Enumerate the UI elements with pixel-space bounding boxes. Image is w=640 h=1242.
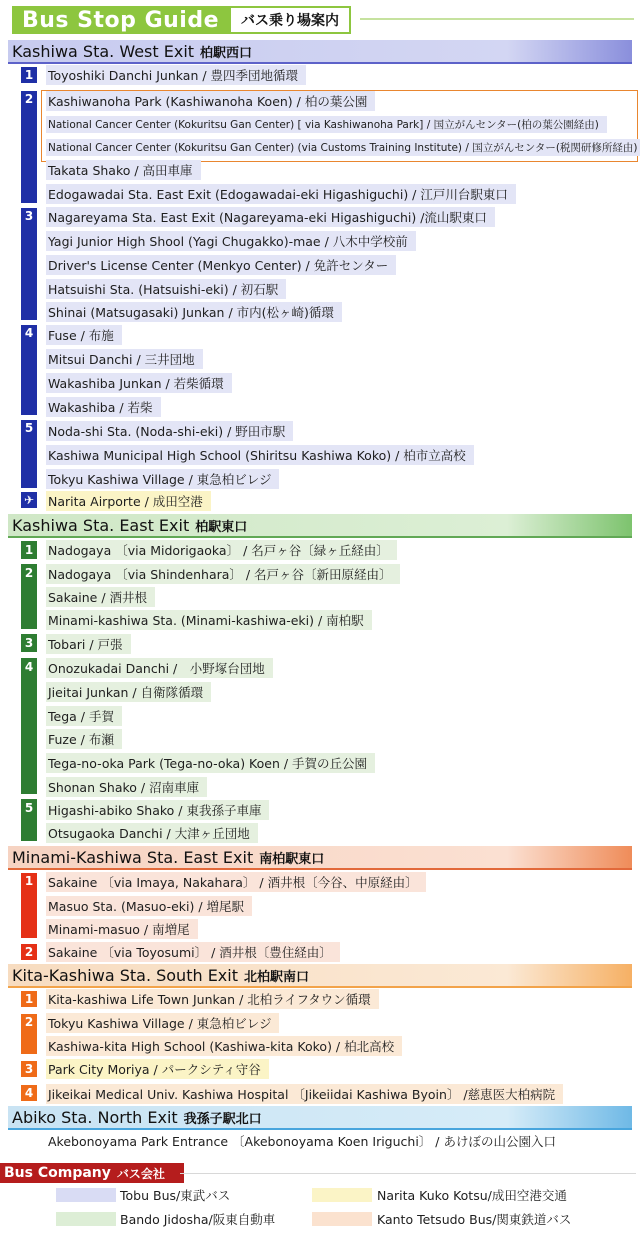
stop-label: Kashiwa-kita High School (Kashiwa-kita Koko) / 柏北高校 [46,1036,402,1056]
route-stop [46,302,342,322]
stop-label: Driver's License Center (Menkyo Center) / 免許センター [46,255,396,275]
route-stop [46,491,211,511]
route-number: 2 [21,1014,37,1030]
route-number: 4 [21,325,37,341]
stop-label: National Cancer Center (Kokuritsu Gan Center) [ via Kashiwanoha Park] / 国立がんセンター(柏の葉公園経由) [46,116,607,133]
section-title-en: Minami-Kashiwa Sta. East Exit [12,847,254,867]
stop-label: Tega / 手賀 [46,706,122,726]
route-stop [46,445,474,465]
route-number: 1 [21,542,37,558]
stop-label: Higashi-abiko Shako / 東我孫子車庫 [46,800,269,820]
stop-label: Onozukadai Danchi / 小野塚台団地 [46,658,273,678]
section-title-jp: 柏駅西口 [200,45,253,61]
footer-rule [180,1173,636,1174]
route-number: 5 [21,420,37,436]
route-stop [46,919,198,939]
route-stop [46,231,416,251]
route-stop [46,753,375,773]
route-number: 1 [21,991,37,1007]
stop-label: Tokyu Kashiwa Village / 東急柏ビレジ [46,1013,279,1033]
route-stop [46,942,340,962]
stop-label: Fuse / 布施 [46,325,122,345]
route-number: 3 [21,1061,37,1077]
stop-label: Shinai (Matsugasaki) Junkan / 市内(松ヶ崎)循環 [46,302,342,322]
stop-label: Toyoshiki Danchi Junkan / 豊四季団地循環 [46,65,306,85]
route-stop [46,823,258,843]
section-header-abiko [8,1106,632,1130]
route-stop [46,65,306,85]
route-number: 5 [21,800,37,816]
page-title [12,6,351,34]
route-stop [46,729,122,749]
company-color-swatch [56,1212,116,1226]
route-stop [46,255,396,275]
stop-label: Kashiwanoha Park (Kashiwanoha Koen) / 柏の葉公園 [46,91,375,111]
route-stop [46,610,372,630]
route-stop [46,634,131,654]
company-label: Kanto Tetsudo Bus/関東鉄道バス [377,1212,572,1227]
stop-label: Nagareyama Sta. East Exit (Nagareyama-eki Higashiguchi) /流山駅東口 [46,207,495,227]
company-label: Bando Jidosha/阪東自動車 [120,1212,276,1227]
stop-label: Sakaine 〔via Toyosumi〕 / 酒井根〔豊住経由〕 [46,942,340,962]
route-number: 2 [21,944,37,960]
section-title-jp: 南柏駅東口 [259,851,325,867]
route-stop [46,160,201,180]
route-number: 3 [21,635,37,651]
route-stop [46,1131,564,1151]
route-stop [46,872,426,892]
stop-label: Jieitai Junkan / 自衛隊循環 [46,682,211,702]
section-header-west [8,40,632,64]
stop-label: Sakaine / 酒井根 [46,587,155,607]
stop-label: Park City Moriya / パークシティ守谷 [46,1059,269,1079]
route-number: 1 [21,873,37,889]
route-stop [46,207,495,227]
stop-label: Minami-masuo / 南増尾 [46,919,198,939]
section-title-jp: 北柏駅南口 [244,969,310,985]
stop-label: Kashiwa Municipal High School (Shiritsu Kashiwa Koko) / 柏市立高校 [46,445,474,465]
section-title-jp: 柏駅東口 [195,519,248,535]
stop-label: Akebonoyama Park Entrance 〔Akebonoyama Koen Iriguchi〕 / あけぼの山公園入口 [46,1131,564,1151]
bus-company-title [0,1163,184,1183]
bus-company-title-jp: バス会社 [116,1166,165,1181]
route-stop [46,184,516,204]
company-label: Narita Kuko Kotsu/成田空港交通 [377,1188,567,1203]
stop-label: Edogawadai Sta. East Exit (Edogawadai-eki Higashiguchi) / 江戸川台駅東口 [46,184,516,204]
route-stop [46,349,203,369]
route-number: 2 [21,91,37,107]
route-stop [46,896,252,916]
route-stop [46,91,375,111]
route-bar-2 [21,91,37,203]
route-number: 2 [21,565,37,581]
route-stop [46,421,293,441]
section-title-en: Kita-Kashiwa Sta. South Exit [12,965,238,985]
company-label: Tobu Bus/東武バス [120,1188,231,1203]
route-stop [46,777,207,797]
route-number: 4 [21,659,37,675]
title-rule [360,18,634,20]
section-header-kita-kashiwa [8,964,632,988]
company-color-swatch [312,1212,372,1226]
stop-label: Shonan Shako / 沼南車庫 [46,777,207,797]
route-stop [46,1036,402,1056]
stop-label: Narita Airporte / 成田空港 [46,491,211,511]
stop-label: Nadogaya 〔via Midorigaoka〕 / 名戸ヶ谷〔緑ヶ丘経由〕 [46,540,397,560]
stop-label: Yagi Junior High Shool (Yagi Chugakko)-mae / 八木中学校前 [46,231,416,251]
stop-label: Kita-kashiwa Life Town Junkan / 北柏ライフタウン循環 [46,989,379,1009]
stop-label: Minami-kashiwa Sta. (Minami-kashiwa-eki) / 南柏駅 [46,610,372,630]
route-bar-4 [21,658,37,794]
route-number: 4 [21,1085,37,1101]
route-stop [46,587,155,607]
stop-label: Masuo Sta. (Masuo-eki) / 増尾駅 [46,896,252,916]
section-header-minami-kashiwa [8,846,632,870]
route-stop [46,800,269,820]
company-color-swatch [56,1188,116,1202]
route-stop [46,540,397,560]
stop-label: Tobari / 戸張 [46,634,131,654]
stop-label: Wakashiba / 若柴 [46,397,161,417]
stop-label: Nadogaya 〔via Shindenhara〕 / 名戸ヶ谷〔新田原経由〕 [46,564,400,584]
bus-company-title-en: Bus Company [4,1165,111,1181]
stop-label: Mitsui Danchi / 三井団地 [46,349,203,369]
route-stop [46,279,286,299]
section-title-en: Kashiwa Sta. West Exit [12,41,195,61]
route-stop [46,1059,269,1079]
stop-label: Sakaine 〔via Imaya, Nakahara〕 / 酒井根〔今谷、中原経由〕 [46,872,426,892]
stop-label: Wakashiba Junkan / 若柴循環 [46,373,232,393]
stop-label: Tokyu Kashiwa Village / 東急柏ビレジ [46,469,279,489]
route-number: 1 [21,67,37,83]
section-title-en: Abiko Sta. North Exit [12,1107,178,1127]
route-stop [46,706,122,726]
route-number: 3 [21,208,37,224]
route-stop [46,989,379,1009]
route-stop [46,137,640,157]
stop-label: National Cancer Center (Kokuritsu Gan Center) (via Customs Training Institute) / 国立がんセンター(税関研修所経由) [46,139,640,156]
stop-label: Fuze / 布瀬 [46,729,122,749]
route-stop [46,1013,279,1033]
route-stop [46,114,607,134]
stop-label: Hatsuishi Sta. (Hatsuishi-eki) / 初石駅 [46,279,286,299]
route-stop [46,1084,563,1104]
title-en: Bus Stop Guide [12,6,229,34]
airplane-icon: ✈ [21,492,37,508]
stop-label: Noda-shi Sta. (Noda-shi-eki) / 野田市駅 [46,421,293,441]
stop-label: Takata Shako / 高田車庫 [46,160,201,180]
route-stop [46,373,232,393]
title-jp: バス乗り場案内 [229,6,351,34]
section-title-en: Kashiwa Sta. East Exit [12,515,190,535]
route-stop [46,564,400,584]
route-bar-3 [21,208,37,320]
route-stop [46,325,122,345]
stop-label: Otsugaoka Danchi / 大津ヶ丘団地 [46,823,258,843]
route-stop [46,682,211,702]
route-stop [46,658,273,678]
section-title-jp: 我孫子駅北口 [183,1111,262,1127]
route-stop [46,469,279,489]
section-header-east [8,514,632,538]
route-stop [46,397,161,417]
stop-label: Tega-no-oka Park (Tega-no-oka) Koen / 手賀の丘公園 [46,753,375,773]
stop-label: Jikeikai Medical Univ. Kashiwa Hospital 〔Jikeiidai Kashiwa Byoin〕 /慈恵医大柏病院 [46,1084,563,1104]
company-color-swatch [312,1188,372,1202]
